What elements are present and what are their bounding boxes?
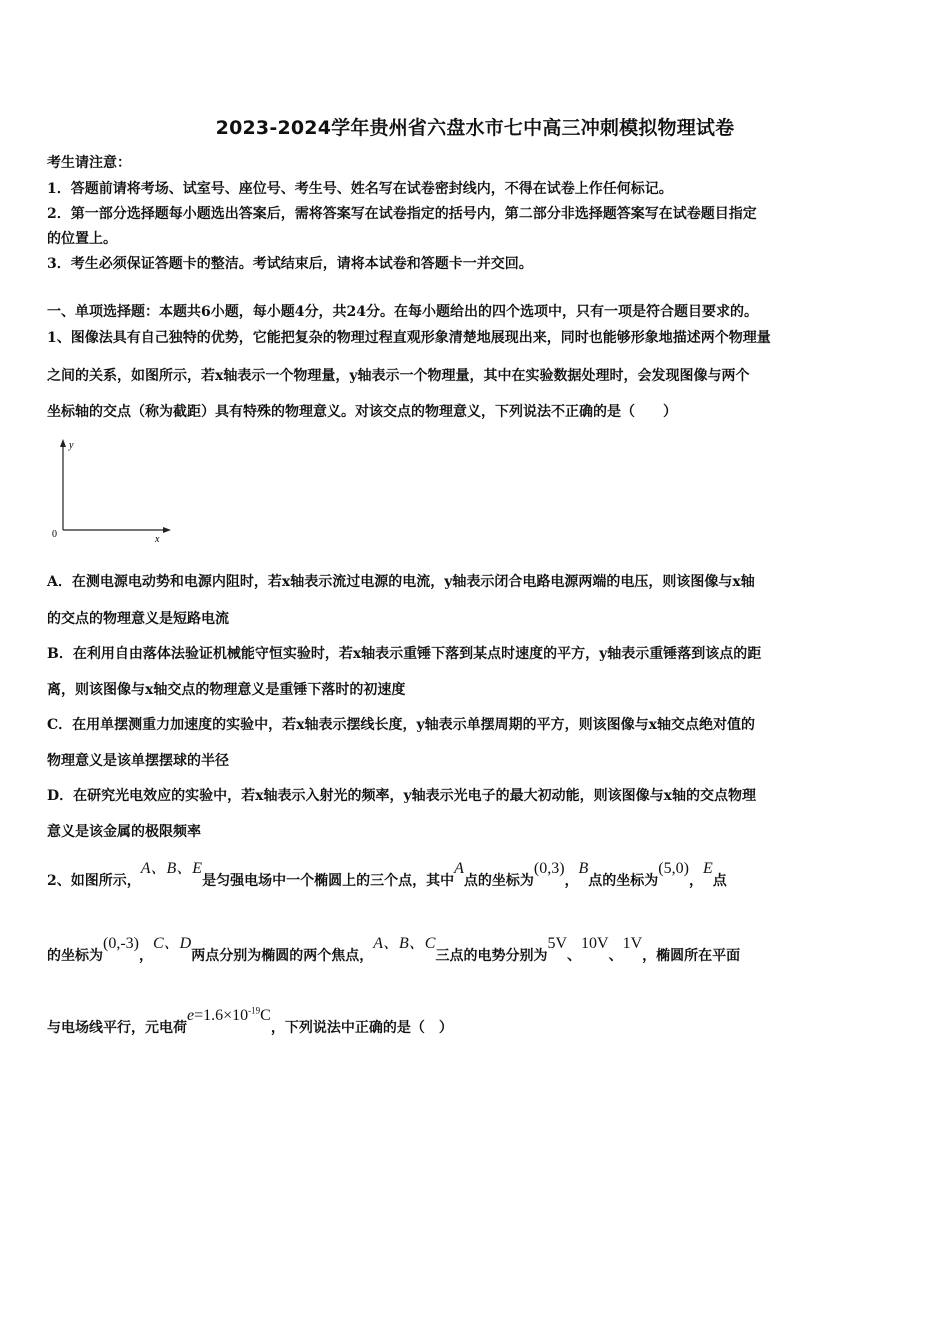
origin-label: 0 bbox=[52, 529, 57, 540]
text: ， bbox=[138, 948, 153, 964]
y-axis-label: y bbox=[69, 440, 74, 451]
math-coordinate: (5,0) bbox=[658, 860, 689, 877]
q2-stem-line-1 bbox=[47, 860, 727, 890]
q1-stem-line: 1、图像法具有自己独特的优势，它能把复杂的物理过程直观形象清楚地展现出来，同时也能够形象地描述两个物理量 bbox=[47, 330, 771, 346]
math-unit: C bbox=[260, 1007, 271, 1024]
text: 点的坐标为 bbox=[463, 873, 534, 889]
y-axis-arrow-icon bbox=[60, 439, 66, 447]
math-points: A、B、E bbox=[140, 860, 203, 877]
notice-item: 3．考生必须保证答题卡的整洁。考试结束后，请将本试卷和答题卡一并交回。 bbox=[47, 256, 533, 272]
q1-option-a: A．在测电源电动势和电源内阻时，若x轴表示流过电源的电流，y轴表示闭合电路电源两端的电压，则该图像与x轴 bbox=[47, 574, 755, 590]
text: ，下列说法中正确的是（ ） bbox=[270, 1020, 453, 1036]
math-voltage: 5V bbox=[547, 935, 568, 952]
math-symbol: e bbox=[187, 1007, 195, 1024]
notice-item: 的位置上。 bbox=[47, 231, 117, 247]
math-voltage: 1V bbox=[622, 935, 643, 952]
text: 点 bbox=[712, 873, 727, 889]
math-points: A、B、C bbox=[373, 935, 436, 952]
text: 三点的电势分别为 bbox=[435, 948, 548, 964]
q2-stem-line-2 bbox=[47, 935, 741, 965]
text: ，椭圆所在平面 bbox=[642, 948, 741, 964]
math-point: B bbox=[578, 860, 589, 877]
text: ， bbox=[564, 873, 579, 889]
math-number: =1.6×10 bbox=[194, 1007, 249, 1024]
q1-option-b-cont: 离，则该图像与x轴交点的物理意义是重锤下落时的初速度 bbox=[47, 682, 406, 698]
notice-heading: 考生请注意： bbox=[47, 155, 131, 171]
text: 与电场线平行，元电荷 bbox=[47, 1020, 187, 1036]
text: 两点分别为椭圆的两个焦点， bbox=[191, 948, 374, 964]
math-exponent: -19 bbox=[248, 1005, 261, 1016]
text: 、 bbox=[608, 948, 623, 964]
notice-item: 2．第一部分选择题每小题选出答案后，需将答案写在试卷指定的括号内，第二部分非选择题答案写在试卷题目指定 bbox=[47, 206, 757, 222]
q1-axis-graph bbox=[47, 436, 177, 546]
math-point: A bbox=[454, 860, 464, 877]
notice-item: 1．答题前请将考场、试室号、座位号、考生号、姓名写在试卷密封线内，不得在试卷上作任何标记。 bbox=[47, 181, 673, 197]
math-coordinate: (0,3) bbox=[533, 860, 565, 877]
math-coordinate: (0,-3) bbox=[103, 935, 139, 952]
text: 是匀强电场中一个椭圆上的三个点，其中 bbox=[202, 873, 455, 889]
text: 2、如图所示， bbox=[47, 873, 141, 889]
text: ， bbox=[688, 873, 703, 889]
page-title: 2023-2024学年贵州省六盘水市七中高三冲刺模拟物理试卷 bbox=[215, 117, 735, 139]
q1-option-c-cont: 物理意义是该单摆摆球的半径 bbox=[47, 753, 229, 769]
q1-option-d-cont: 意义是该金属的极限频率 bbox=[47, 824, 201, 840]
math-point: E bbox=[702, 860, 713, 877]
q1-option-a-cont: 的交点的物理意义是短路电流 bbox=[47, 611, 229, 627]
q1-stem-line: 之间的关系，如图所示，若x轴表示一个物理量，y轴表示一个物理量，其中在实验数据处理时，会发现图像与两个 bbox=[47, 368, 750, 384]
x-axis-label: x bbox=[155, 534, 160, 545]
q1-option-c: C．在用单摆测重力加速度的实验中，若x轴表示摆线长度，y轴表示单摆周期的平方，则该图像与x轴交点绝对值的 bbox=[47, 717, 755, 733]
math-voltage: 10V bbox=[581, 935, 609, 952]
q1-option-b: B．在利用自由落体法验证机械能守恒实验时，若x轴表示重锤下落到某点时速度的平方，y轴表示重锤落到该点的距 bbox=[47, 646, 762, 662]
q1-stem-line: 坐标轴的交点（称为截距）具有特殊的物理意义。对该交点的物理意义，下列说法不正确的是（ ） bbox=[47, 404, 677, 420]
text: 的坐标为 bbox=[47, 948, 103, 964]
text: 点的坐标为 bbox=[588, 873, 659, 889]
section-heading: 一、单项选择题：本题共6小题，每小题4分，共24分。在每小题给出的四个选项中，只有一项是符合题目要求的。 bbox=[47, 304, 758, 320]
math-points: C、D bbox=[152, 935, 192, 952]
x-axis-arrow-icon bbox=[163, 527, 171, 533]
text: 、 bbox=[567, 948, 582, 964]
q1-option-d: D．在研究光电效应的实验中，若x轴表示入射光的频率，y轴表示光电子的最大初动能，则该图像与x轴的交点物理 bbox=[47, 788, 756, 804]
